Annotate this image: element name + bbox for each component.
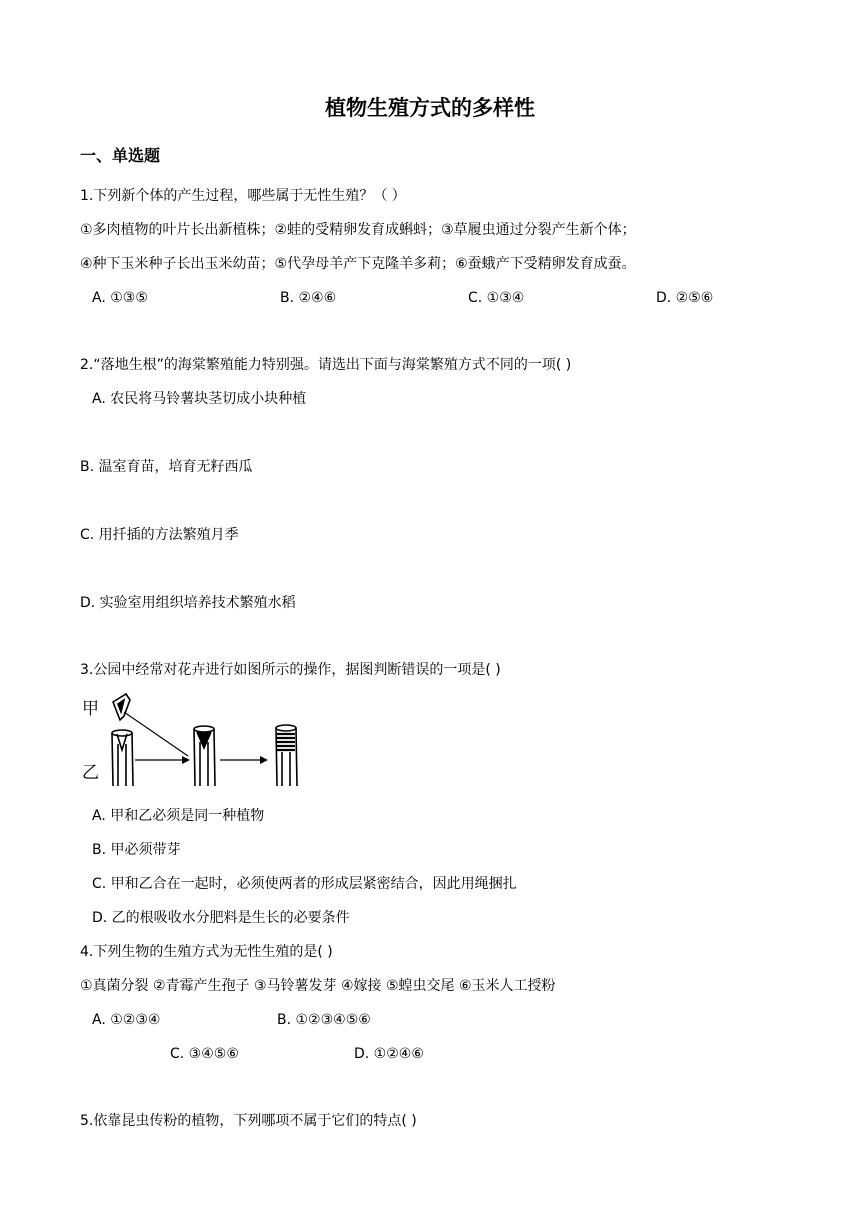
grafting-diagram xyxy=(80,690,300,790)
question-3-option-a[interactable]: A. 甲和乙必须是同一种植物 xyxy=(92,808,265,824)
question-1-option-b[interactable]: B. ②④⑥ xyxy=(280,290,337,306)
question-2-option-c[interactable]: C. 用扦插的方法繁殖月季 xyxy=(80,527,239,543)
question-1-stem: 1.下列新个体的产生过程，哪些属于无性生殖？（ ） xyxy=(80,188,406,204)
question-3-option-c[interactable]: C. 甲和乙合在一起时，必须使两者的形成层紧密结合，因此用绳捆扎 xyxy=(92,876,517,892)
question-3-option-b[interactable]: B. 甲必须带芽 xyxy=(92,842,181,858)
rootstock-yi xyxy=(112,730,133,786)
question-4-option-d[interactable]: D. ①②④⑥ xyxy=(354,1046,424,1062)
arrow-head-1 xyxy=(182,756,190,764)
question-4-option-b[interactable]: B. ①②③④⑤⑥ xyxy=(277,1012,371,1028)
question-4-option-c[interactable]: C. ③④⑤⑥ xyxy=(170,1046,239,1062)
question-4-stem: 4.下列生物的生殖方式为无性生殖的是( ) xyxy=(80,944,333,960)
question-1-option-c[interactable]: C. ①③④ xyxy=(468,290,525,306)
question-2-option-d[interactable]: D. 实验室用组织培养技术繁殖水稻 xyxy=(80,595,296,611)
question-3-stem: 3.公园中经常对花卉进行如图所示的操作，据图判断错误的一项是( ) xyxy=(80,662,501,678)
question-1-option-a[interactable]: A. ①③⑤ xyxy=(92,290,148,306)
scion-jia xyxy=(113,694,130,720)
figure-label-jia: 甲 xyxy=(82,699,99,719)
question-2-option-b[interactable]: B. 温室育苗，培育无籽西瓜 xyxy=(80,459,253,475)
document-title: 植物生殖方式的多样性 xyxy=(325,96,535,120)
section-heading: 一、单选题 xyxy=(80,146,161,165)
question-2-stem: 2.“落地生根”的海棠繁殖能力特别强。请选出下面与海棠繁殖方式不同的一项( ) xyxy=(80,357,572,373)
question-4-items: ①真菌分裂 ②青霉产生孢子 ③马铃薯发芽 ④嫁接 ⑤蝗虫交尾 ⑥玉米人工授粉 xyxy=(80,978,556,994)
grafted-plant xyxy=(194,726,215,786)
question-1-option-d[interactable]: D. ②⑤⑥ xyxy=(656,290,714,306)
question-2-option-a[interactable]: A. 农民将马铃薯块茎切成小块种植 xyxy=(92,391,307,407)
arrow-line-scion xyxy=(124,712,188,756)
question-1-line-1: ①多肉植物的叶片长出新植株；②蛙的受精卵发育成蝌蚪；③草履虫通过分裂产生新个体； xyxy=(80,222,636,238)
question-3-option-d[interactable]: D. 乙的根吸收水分肥料是生长的必要条件 xyxy=(92,910,350,926)
arrow-head-2 xyxy=(260,756,268,764)
question-1-line-2: ④种下玉米种子长出玉米幼苗；⑤代孕母羊产下克隆羊多莉；⑥蚕蛾产下受精卵发育成蚕。 xyxy=(80,256,636,272)
figure-label-yi: 乙 xyxy=(82,763,99,783)
question-4-option-a[interactable]: A. ①②③④ xyxy=(92,1012,161,1028)
question-5-stem: 5.依靠昆虫传粉的植物，下列哪项不属于它们的特点( ) xyxy=(80,1113,417,1129)
bound-graft xyxy=(276,725,297,786)
